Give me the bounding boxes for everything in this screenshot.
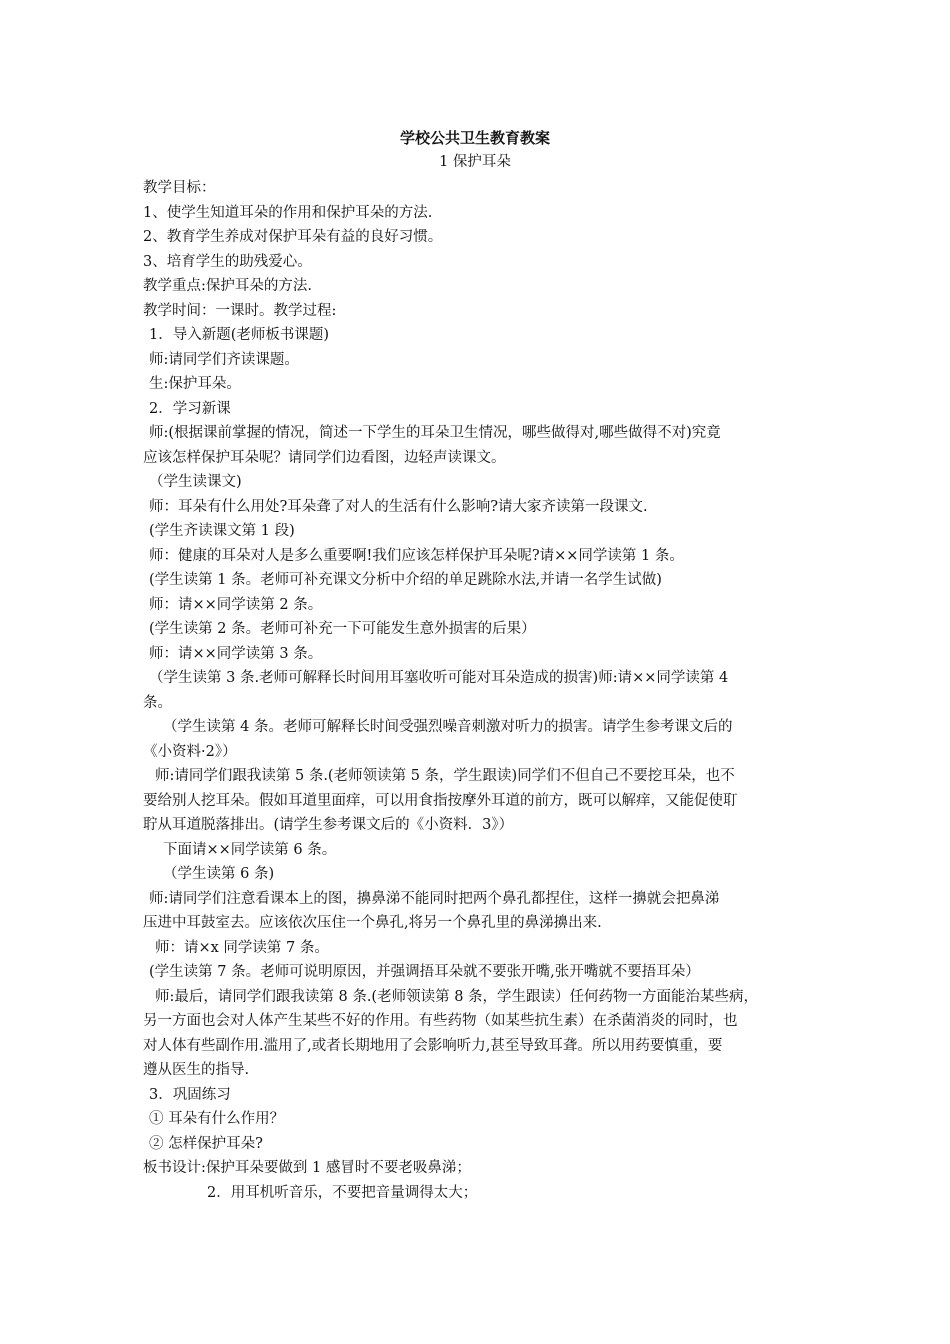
text-line: 对人体有些副作用.滥用了,或者长期地用了会影响听力,甚至导致耳聋。所以用药要慎重，要 xyxy=(143,1037,723,1054)
text-line: 生:保护耳朵。 xyxy=(149,376,241,392)
document-subtitle: 1 保护耳朵 xyxy=(439,154,511,170)
text-line: 教学重点:保护耳朵的方法. xyxy=(143,278,312,294)
text-line: 板书设计:保护耳朵要做到 1 感冒时不要老吸鼻涕； xyxy=(143,1160,471,1176)
text-line: 《小资料·2》） xyxy=(143,743,237,760)
text-line: （学生读课文) xyxy=(149,474,242,490)
text-line: 另一方面也会对人体产生某些不好的作用。有些药物（如某些抗生素）在杀菌消炎的同时，也 xyxy=(143,1013,738,1029)
text-line: (学生读第 1 条。老师可补充课文分析中介绍的单足跳除水法,并请一名学生试做) xyxy=(149,572,662,588)
text-line: 教学目标： xyxy=(143,180,216,196)
text-line: 师：请××同学读第 3 条。 xyxy=(149,645,323,662)
text-line: （学生读第 3 条.老师可解释长时间用耳塞收听可能对耳朵造成的损害)师:请××同学读第 4 xyxy=(149,670,729,686)
text-line: 1、使学生知道耳朵的作用和保护耳朵的方法. xyxy=(143,204,433,221)
document-title: 学校公共卫生教育教案 xyxy=(399,129,550,147)
text-line: (学生读第 7 条。老师可说明原因，并强调捂耳朵就不要张开嘴,张开嘴就不要捂耳朵） xyxy=(149,964,700,980)
text-line: 师：请×x 同学读第 7 条。 xyxy=(155,939,329,956)
text-line: 1．导入新题(老师板书课题) xyxy=(149,327,330,343)
text-line: 压进中耳鼓室去。应该依次压住一个鼻孔,将另一个鼻孔里的鼻涕擤出来. xyxy=(143,915,602,931)
text-line: （学生读第 6 条) xyxy=(163,866,275,882)
text-line: ② 怎样保护耳朵? xyxy=(149,1135,263,1152)
document-body xyxy=(143,176,811,1205)
text-line: 师:请同学们注意看课本上的图，擤鼻涕不能同时把两个鼻孔都捏住，这样一擤就会把鼻涕 xyxy=(149,890,720,907)
text-line: 下面请××同学读第 6 条。 xyxy=(163,841,337,858)
text-line: 要给别人挖耳朵。假如耳道里面痒，可以用食指按摩外耳道的前方，既可以解痒，又能促使耵 xyxy=(143,792,738,809)
text-line: 3．巩固练习 xyxy=(149,1086,231,1103)
text-line: ① 耳朵有什么作用？ xyxy=(149,1111,285,1127)
text-line: （学生读第 4 条。老师可解释长时间受强烈噪音刺激对听力的损害。请学生参考课文后的 xyxy=(163,719,733,735)
text-line: 应该怎样保护耳朵呢？请同学们边看图，边轻声读课文。 xyxy=(143,449,506,466)
text-line: 师:最后，请同学们跟我读第 8 条.(老师领读第 8 条，学生跟读）任何药物一方面能治某些病， xyxy=(155,988,759,1005)
text-line: 聍从耳道脱落排出。(请学生参考课文后的《小资料．3》） xyxy=(143,817,514,833)
text-line: (学生读第 2 条。老师可补充一下可能发生意外损害的后果） xyxy=(149,621,536,637)
text-line: 2、教育学生养成对保护耳朵有益的良好习惯。 xyxy=(143,229,443,245)
text-line: 师：耳朵有什么用处?耳朵聋了对人的生活有什么影响?请大家齐读第一段课文. xyxy=(149,498,648,515)
text-line: 2．学习新课 xyxy=(149,400,231,417)
text-line: 教学时间：一课时。教学过程: xyxy=(143,302,337,319)
text-line: 2．用耳机听音乐，不要把音量调得太大； xyxy=(207,1184,478,1201)
text-line: 师:请同学们齐读课题。 xyxy=(149,351,299,368)
text-line: (学生齐读课文第 1 段) xyxy=(149,523,295,539)
text-line: 遵从医生的指导. xyxy=(143,1062,250,1078)
text-line: 师：请××同学读第 2 条。 xyxy=(149,596,323,613)
text-line: 3、培育学生的助残爱心。 xyxy=(143,253,312,270)
text-line: 师:请同学们跟我读第 5 条.(老师领读第 5 条，学生跟读)同学们不但自己不要挖耳朵，也不 xyxy=(155,768,735,784)
text-line: 条。 xyxy=(143,694,172,711)
text-line: 师：健康的耳朵对人是多么重要啊!我们应该怎样保护耳朵呢?请××同学读第 1 条。 xyxy=(149,547,684,564)
text-line: 师:(根据课前掌握的情况，简述一下学生的耳朵卫生情况，哪些做得对,哪些做得不对)究竟 xyxy=(149,425,721,441)
